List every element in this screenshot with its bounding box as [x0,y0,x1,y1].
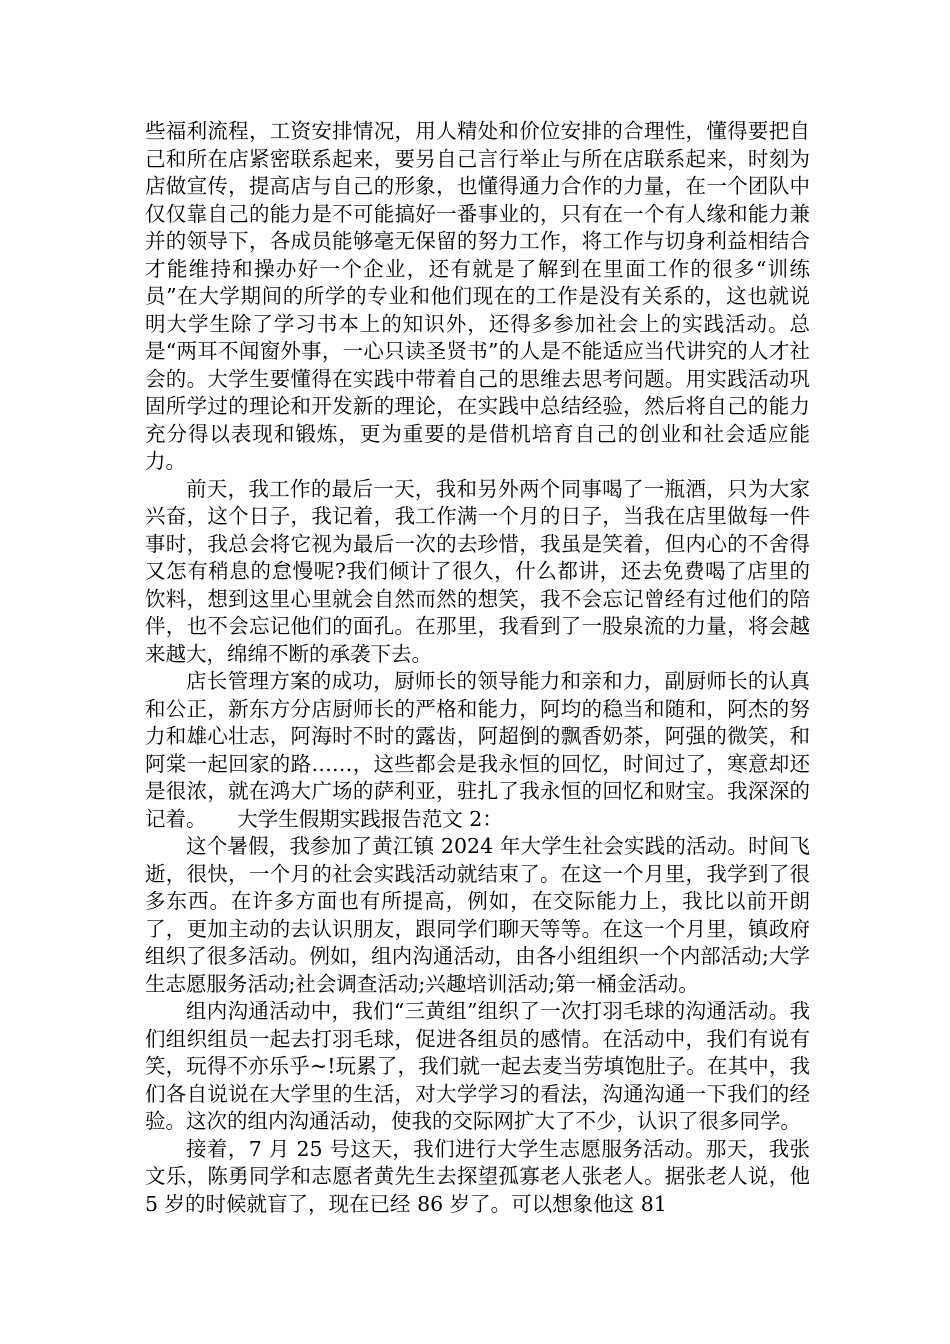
paragraph-6: 接着，7 月 25 号这天，我们进行大学生志愿服务活动。那天，我张文乐，陈勇同学和志愿者黄先生去探望孤寡老人张老人。据张老人说，他 5 岁的时候就盲了，现在已经 86 岁了。可以想象他这 81 [145,1136,810,1216]
body-text [145,118,810,1218]
paragraph-4: 这个暑假，我参加了黄江镇 2024 年大学生社会实践的活动。时间飞逝，很快，一个月的社会实践活动就结束了。在这一个月里，我学到了很多东西。在许多方面也有所提高，例如，在交际能力上，我比以前开朗了，更加主动的去认识朋友，跟同学们聊天等等。在这一个月里，镇政府组织了很多活动。例如，组内沟通活动，由各小组组织一个内部活动;大学生志愿服务活动;社会调查活动;兴趣培训活动;第一桶金活动。 [145,834,810,996]
paragraph-5: 组内沟通活动中，我们“三黄组”组织了一次打羽毛球的沟通活动。我们组织组员一起去打羽毛球，促进各组员的感情。在活动中，我们有说有笑，玩得不亦乐乎~!玩累了，我们就一起去麦当劳填饱肚子。在其中，我们各自说说在大学里的生活，对大学学习的看法，沟通沟通一下我们的经验。这次的组内沟通活动，使我的交际网扩大了不少，认识了很多同学。 [145,999,810,1133]
paragraph-3: 店长管理方案的成功，厨师长的领导能力和亲和力，副厨师长的认真和公正，新东方分店厨师长的严格和能力，阿均的稳当和随和，阿杰的努力和雄心壮志，阿海时不时的露齿，阿超倒的飘香奶茶，阿强的微笑，和阿棠一起回家的路……，这些都会是我永恒的回忆，时间过了，寒意却还是很浓，就在鸿大广场的萨利亚，驻扎了我永恒的回忆和财宝。我深深的记着。 大学生假期实践报告范文 2： [145,669,810,831]
paragraph-2: 前天，我工作的最后一天，我和另外两个同事喝了一瓶酒，只为大家兴奋，这个日子，我记着，我工作满一个月的日子，当我在店里做每一件事时，我总会将它视为最后一次的去珍惜，我虽是笑着，但内心的不舍得又怎有稍息的怠慢呢?我们倾计了很久，什么都讲，还去免费喝了店里的饮料，想到这里心里就会自然而然的想笑，我不会忘记曾经有过他们的陪伴，也不会忘记他们的面孔。在那里，我看到了一股泉流的力量，将会越来越大，绵绵不断的承袭下去。 [145,476,810,666]
paragraph-1: 些福利流程，工资安排情况，用人精处和价位安排的合理性，懂得要把自己和所在店紧密联系起来，要另自己言行举止与所在店联系起来，时刻为店做宣传，提高店与自己的形象，也懂得通力合作的力量，在一个团队中仅仅靠自己的能力是不可能搞好一番事业的，只有在一个有人缘和能力兼并的领导下，各成员能够毫无保留的努力工作，将工作与切身利益相结合才能维持和操办好一个企业，还有就是了解到在里面工作的很多“训练员”在大学期间的所学的专业和他们现在的工作是没有关系的，这也就说明大学生除了学习书本上的知识外，还得多参加社会上的实践活动。总是“两耳不闻窗外事，一心只读圣贤书”的人是不能适应当代讲究的人才社会的。大学生要懂得在实践中带着自己的思维去思考问题。用实践活动巩固所学过的理论和开发新的理论，在实践中总结经验，然后将自己的能力充分得以表现和锻炼，更为重要的是借机培育自己的创业和社会适应能力。 [145,119,810,473]
